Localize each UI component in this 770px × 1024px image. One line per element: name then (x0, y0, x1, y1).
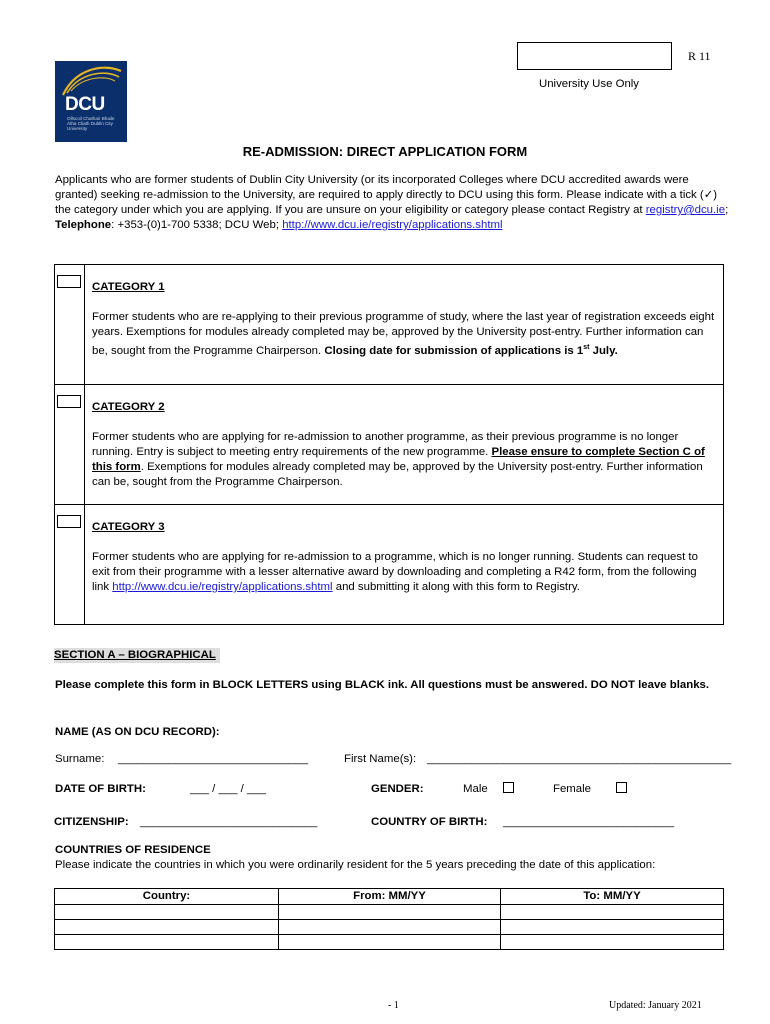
category-3-link[interactable]: http://www.dcu.ie/registry/applications.shtml (112, 581, 333, 593)
residence-header-row (55, 889, 724, 905)
to-cell[interactable] (501, 935, 724, 950)
category-row-3 (55, 505, 724, 625)
category-1-heading: CATEGORY 1 (92, 281, 165, 293)
dob-label: DATE OF BIRTH: (55, 783, 146, 795)
residence-instructions: Please indicate the countries in which you were ordinarily resident for the 5 years preceding the date of this application: (55, 859, 656, 871)
category-2-text-end: . Exemptions for modules already completed may be, approved by the University post-entry. Further information can be, sought from the Programme Chairperson. (92, 461, 703, 488)
category-1-text: Former students who are re-applying to their previous programme of study, where the last year of registration exceeds eight years. Exemptions for modules already completed may be, approved by the University post-entry. Further information can be, sought from the Programme Chairperson. (92, 311, 715, 357)
category-1-tick-cell (55, 265, 85, 385)
telephone-label: Telephone (55, 219, 112, 231)
from-cell[interactable] (279, 935, 501, 950)
intro-text: Applicants who are former students of Dublin City University (or its incorporated Colleges where DCU accredited awards were granted) seeking re-admission to the University, are required to apply directly to DCU using this form. Please indicate with a tick ( (55, 174, 704, 201)
surname-label: Surname: (55, 753, 105, 765)
university-use-box (517, 42, 672, 70)
from-cell[interactable] (279, 920, 501, 935)
female-label: Female (553, 783, 591, 795)
category-3-text-end: and submitting it along with this form to Registry. (332, 581, 580, 593)
country-cell[interactable] (55, 920, 279, 935)
to-column-header: To: MM/YY (501, 889, 724, 905)
updated-date: Updated: January 2021 (609, 1000, 702, 1011)
category-row-1 (55, 265, 724, 385)
category-2-text-cell (85, 385, 724, 505)
residence-heading: COUNTRIES OF RESIDENCE (55, 844, 211, 856)
gender-label: GENDER: (371, 783, 424, 795)
category-3-body (92, 550, 715, 595)
category-1-text-cell (85, 265, 724, 385)
from-column-header: From: MM/YY (279, 889, 501, 905)
category-2-body (92, 430, 715, 490)
to-cell[interactable] (501, 920, 724, 935)
tick-icon: ✓ (703, 189, 714, 201)
dcu-logo (55, 61, 127, 142)
category-1-body (92, 310, 715, 359)
dob-field[interactable]: ___ / ___ / ___ (190, 783, 267, 795)
intro-text: ) the category under which you are applying. If you are unsure on your eligibility or category please contact Registry at (55, 189, 718, 216)
category-2-heading: CATEGORY 2 (92, 401, 165, 413)
female-checkbox[interactable] (616, 782, 627, 793)
category-2-tick-cell (55, 385, 85, 505)
first-name-field[interactable]: ________________________________________________ (427, 753, 732, 765)
intro-text: : +353-(0)1-700 5338; DCU Web; (111, 219, 283, 231)
form-reference: R 11 (688, 49, 711, 63)
section-a-instructions: Please complete this form in BLOCK LETTERS using BLACK ink. All questions must be answered. DO NOT leave blanks. (55, 679, 710, 691)
category-2-section-c-note: Please ensure to complete Section C of this form (92, 446, 705, 473)
section-a-heading: SECTION A – BIOGRAPHICAL (54, 648, 220, 663)
country-of-birth-field[interactable]: ___________________________ (503, 816, 675, 828)
country-cell[interactable] (55, 905, 279, 920)
table-row (55, 920, 724, 935)
logo-text: DCU (65, 94, 105, 115)
form-title: RE-ADMISSION: DIRECT APPLICATION FORM (242, 144, 528, 159)
category-2-checkbox[interactable] (57, 395, 81, 408)
category-1-sup: st (583, 344, 590, 351)
category-1-deadline-end: July. (589, 344, 618, 357)
category-table (54, 264, 724, 625)
page-number: - 1 (388, 1000, 399, 1011)
country-cell[interactable] (55, 935, 279, 950)
table-row (55, 905, 724, 920)
intro-text: ; (725, 204, 729, 216)
category-1-deadline: Closing date for submission of applications is 1 (324, 344, 584, 357)
country-column-header: Country: (55, 889, 279, 905)
university-use-label: University Use Only (539, 78, 640, 90)
table-row (55, 935, 724, 950)
category-3-checkbox[interactable] (57, 515, 81, 528)
surname-field[interactable]: ______________________________ (118, 753, 309, 765)
intro-paragraph (55, 173, 731, 233)
first-name-label: First Name(s): (344, 753, 417, 765)
category-3-tick-cell (55, 505, 85, 625)
from-cell[interactable] (279, 905, 501, 920)
residence-table (54, 888, 724, 950)
category-3-heading: CATEGORY 3 (92, 521, 165, 533)
category-row-2 (55, 385, 724, 505)
category-3-text: Former students who are applying for re-admission to a programme, which is no longer running. Students can request to exit from their programme with a lesser alternative award by downloading and completing a R42 form, from the following link (92, 551, 698, 593)
citizenship-label: CITIZENSHIP: (54, 816, 129, 828)
country-of-birth-label: COUNTRY OF BIRTH: (371, 816, 488, 828)
male-checkbox[interactable] (503, 782, 514, 793)
logo-subtext: Ollscoil Chathair Bhaile Átha Cliath Dublin City University (67, 116, 115, 131)
category-3-text-cell (85, 505, 724, 625)
category-2-text: Former students who are applying for re-admission to another programme, as their previous programme is no longer running. Entry is subject to meeting entry requirements of the new programme. (92, 431, 679, 458)
registry-web-link[interactable]: http://www.dcu.ie/registry/applications.shtml (282, 219, 503, 231)
citizenship-field[interactable]: ____________________________ (140, 816, 318, 828)
registry-email-link[interactable]: registry@dcu.ie (645, 204, 726, 216)
category-1-checkbox[interactable] (57, 275, 81, 288)
to-cell[interactable] (501, 905, 724, 920)
male-label: Male (463, 783, 488, 795)
name-heading: NAME (AS ON DCU RECORD): (55, 726, 220, 738)
